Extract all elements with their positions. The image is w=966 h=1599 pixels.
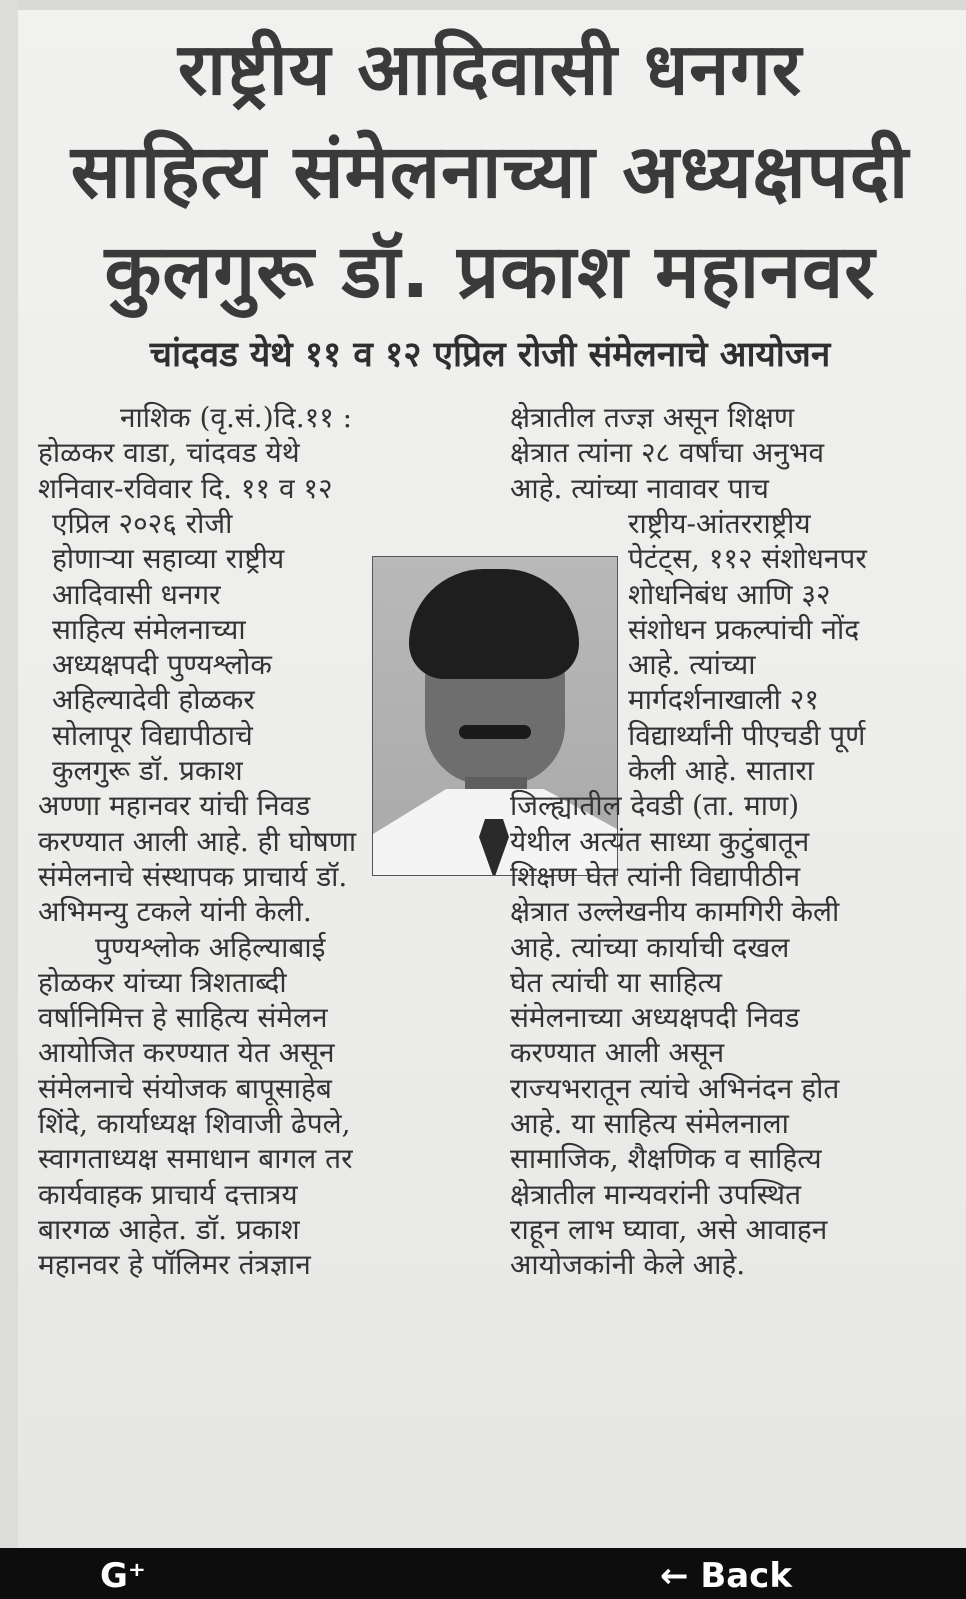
google-plus-glyph[interactable]: G⁺	[100, 1556, 146, 1596]
article-line: आदिवासी धनगर	[52, 578, 221, 611]
article-line: राहून लाभ घ्यावा, असे आवाहन	[510, 1213, 828, 1246]
article-line: आयोजकांनी केले आहे.	[510, 1248, 746, 1281]
bottom-navigation-bar	[0, 1548, 966, 1599]
article-line: केली आहे. सातारा	[628, 754, 815, 787]
article-line: क्षेत्रातील मान्यवरांनी उपस्थित	[510, 1178, 802, 1211]
headline-line-1: राष्ट्रीय आदिवासी धनगर	[177, 27, 803, 111]
article-line: आहे. त्यांच्या कार्याची दखल	[510, 931, 790, 964]
article-line: एप्रिल २०२६ रोजी	[52, 507, 233, 540]
article-line: संशोधन प्रकल्पांची नोंद	[628, 613, 860, 646]
article-line: करण्यात आली आहे. ही घोषणा	[38, 825, 357, 858]
article-line: होळकर वाडा, चांदवड येथे	[38, 436, 300, 469]
article-line: सामाजिक, शैक्षणिक व साहित्य	[510, 1142, 822, 1175]
article-line: येथील अत्यंत साध्या कुटुंबातून	[510, 825, 810, 858]
article-line: नाशिक (वृ.सं.)दि.११ :	[120, 401, 353, 434]
article-line: संमेलनाचे संयोजक बापूसाहेब	[38, 1072, 332, 1105]
article-line: अध्यक्षपदी पुण्यश्लोक	[52, 648, 272, 681]
article-line: करण्यात आली असून	[510, 1036, 725, 1069]
article-line: शोधनिबंध आणि ३२	[628, 578, 831, 611]
article-line: पेटंट्स, ११२ संशोधनपर	[628, 542, 867, 575]
article-line: क्षेत्रातील तज्ज्ञ असून शिक्षण	[510, 401, 795, 434]
article-line: जिल्ह्यातील देवडी (ता. माण)	[510, 789, 800, 822]
headline-line-3: कुलगुरू डॉ. प्रकाश महानवर	[104, 229, 876, 315]
back-button[interactable]: ← Back	[660, 1556, 792, 1596]
article-line: वर्षानिमित्त हे साहित्य संमेलन	[38, 1001, 328, 1034]
article-line: आहे. या साहित्य संमेलनाला	[510, 1107, 789, 1140]
article-line: कार्यवाहक प्राचार्य दत्तात्रय	[38, 1178, 298, 1211]
article-line: आहे. त्यांच्या	[628, 648, 756, 681]
article-line: बारगळ आहेत. डॉ. प्रकाश	[38, 1213, 300, 1246]
article-line: क्षेत्रात त्यांना २८ वर्षांचा अनुभव	[510, 436, 825, 469]
article-line: स्वागताध्यक्ष समाधान बागल तर	[38, 1142, 353, 1175]
article-line: शनिवार-रविवार दि. ११ व १२	[38, 472, 333, 505]
article-line: राज्यभरातून त्यांचे अभिनंदन होत	[510, 1072, 840, 1105]
article-line: घेत त्यांची या साहित्य	[510, 966, 723, 999]
article-line: शिक्षण घेत त्यांनी विद्यापीठीन	[510, 860, 801, 893]
article-line: राष्ट्रीय-आंतरराष्ट्रीय	[628, 507, 811, 540]
headline-line-2: साहित्य संमेलनाच्या अध्यक्षपदी	[70, 129, 910, 215]
article-line: कुलगुरू डॉ. प्रकाश	[52, 754, 243, 787]
article-line: मार्गदर्शनाखाली २१	[628, 683, 819, 716]
article-line: शिंदे, कार्याध्यक्ष शिवाजी ढेपले,	[38, 1107, 351, 1140]
article-line: अण्णा महानवर यांची निवड	[38, 789, 311, 822]
article-line: पुण्यश्लोक अहिल्याबाई	[95, 931, 326, 964]
subheadline: चांदवड येथे ११ व १२ एप्रिल रोजी संमेलनाचे आयोजन	[149, 335, 831, 375]
article-line: सोलापूर विद्यापीठाचे	[52, 719, 253, 752]
article-line: विद्यार्थ्यांनी पीएचडी पूर्ण	[628, 719, 866, 752]
scan-left-edge	[0, 0, 19, 1548]
article-line: साहित्य संमेलनाच्या	[52, 613, 246, 646]
article-line: अहिल्यादेवी होळकर	[52, 683, 255, 716]
paper-fold-shadow	[18, 0, 966, 10]
article-line: होळकर यांच्या त्रिशताब्दी	[38, 966, 287, 999]
article-line: संमेलनाचे संस्थापक प्राचार्य डॉ.	[38, 860, 348, 893]
article-line: महानवर हे पॉलिमर तंत्रज्ञान	[38, 1248, 311, 1281]
article-line: होणाऱ्या सहाव्या राष्ट्रीय	[52, 542, 285, 575]
article-line: आयोजित करण्यात येत असून	[38, 1036, 335, 1069]
article-line: संमेलनाच्या अध्यक्षपदी निवड	[510, 1001, 800, 1034]
article-line: अभिमन्यु टकले यांनी केली.	[38, 895, 312, 928]
article-line: आहे. त्यांच्या नावावर पाच	[510, 472, 769, 505]
article-line: क्षेत्रात उल्लेखनीय कामगिरी केली	[510, 895, 840, 928]
